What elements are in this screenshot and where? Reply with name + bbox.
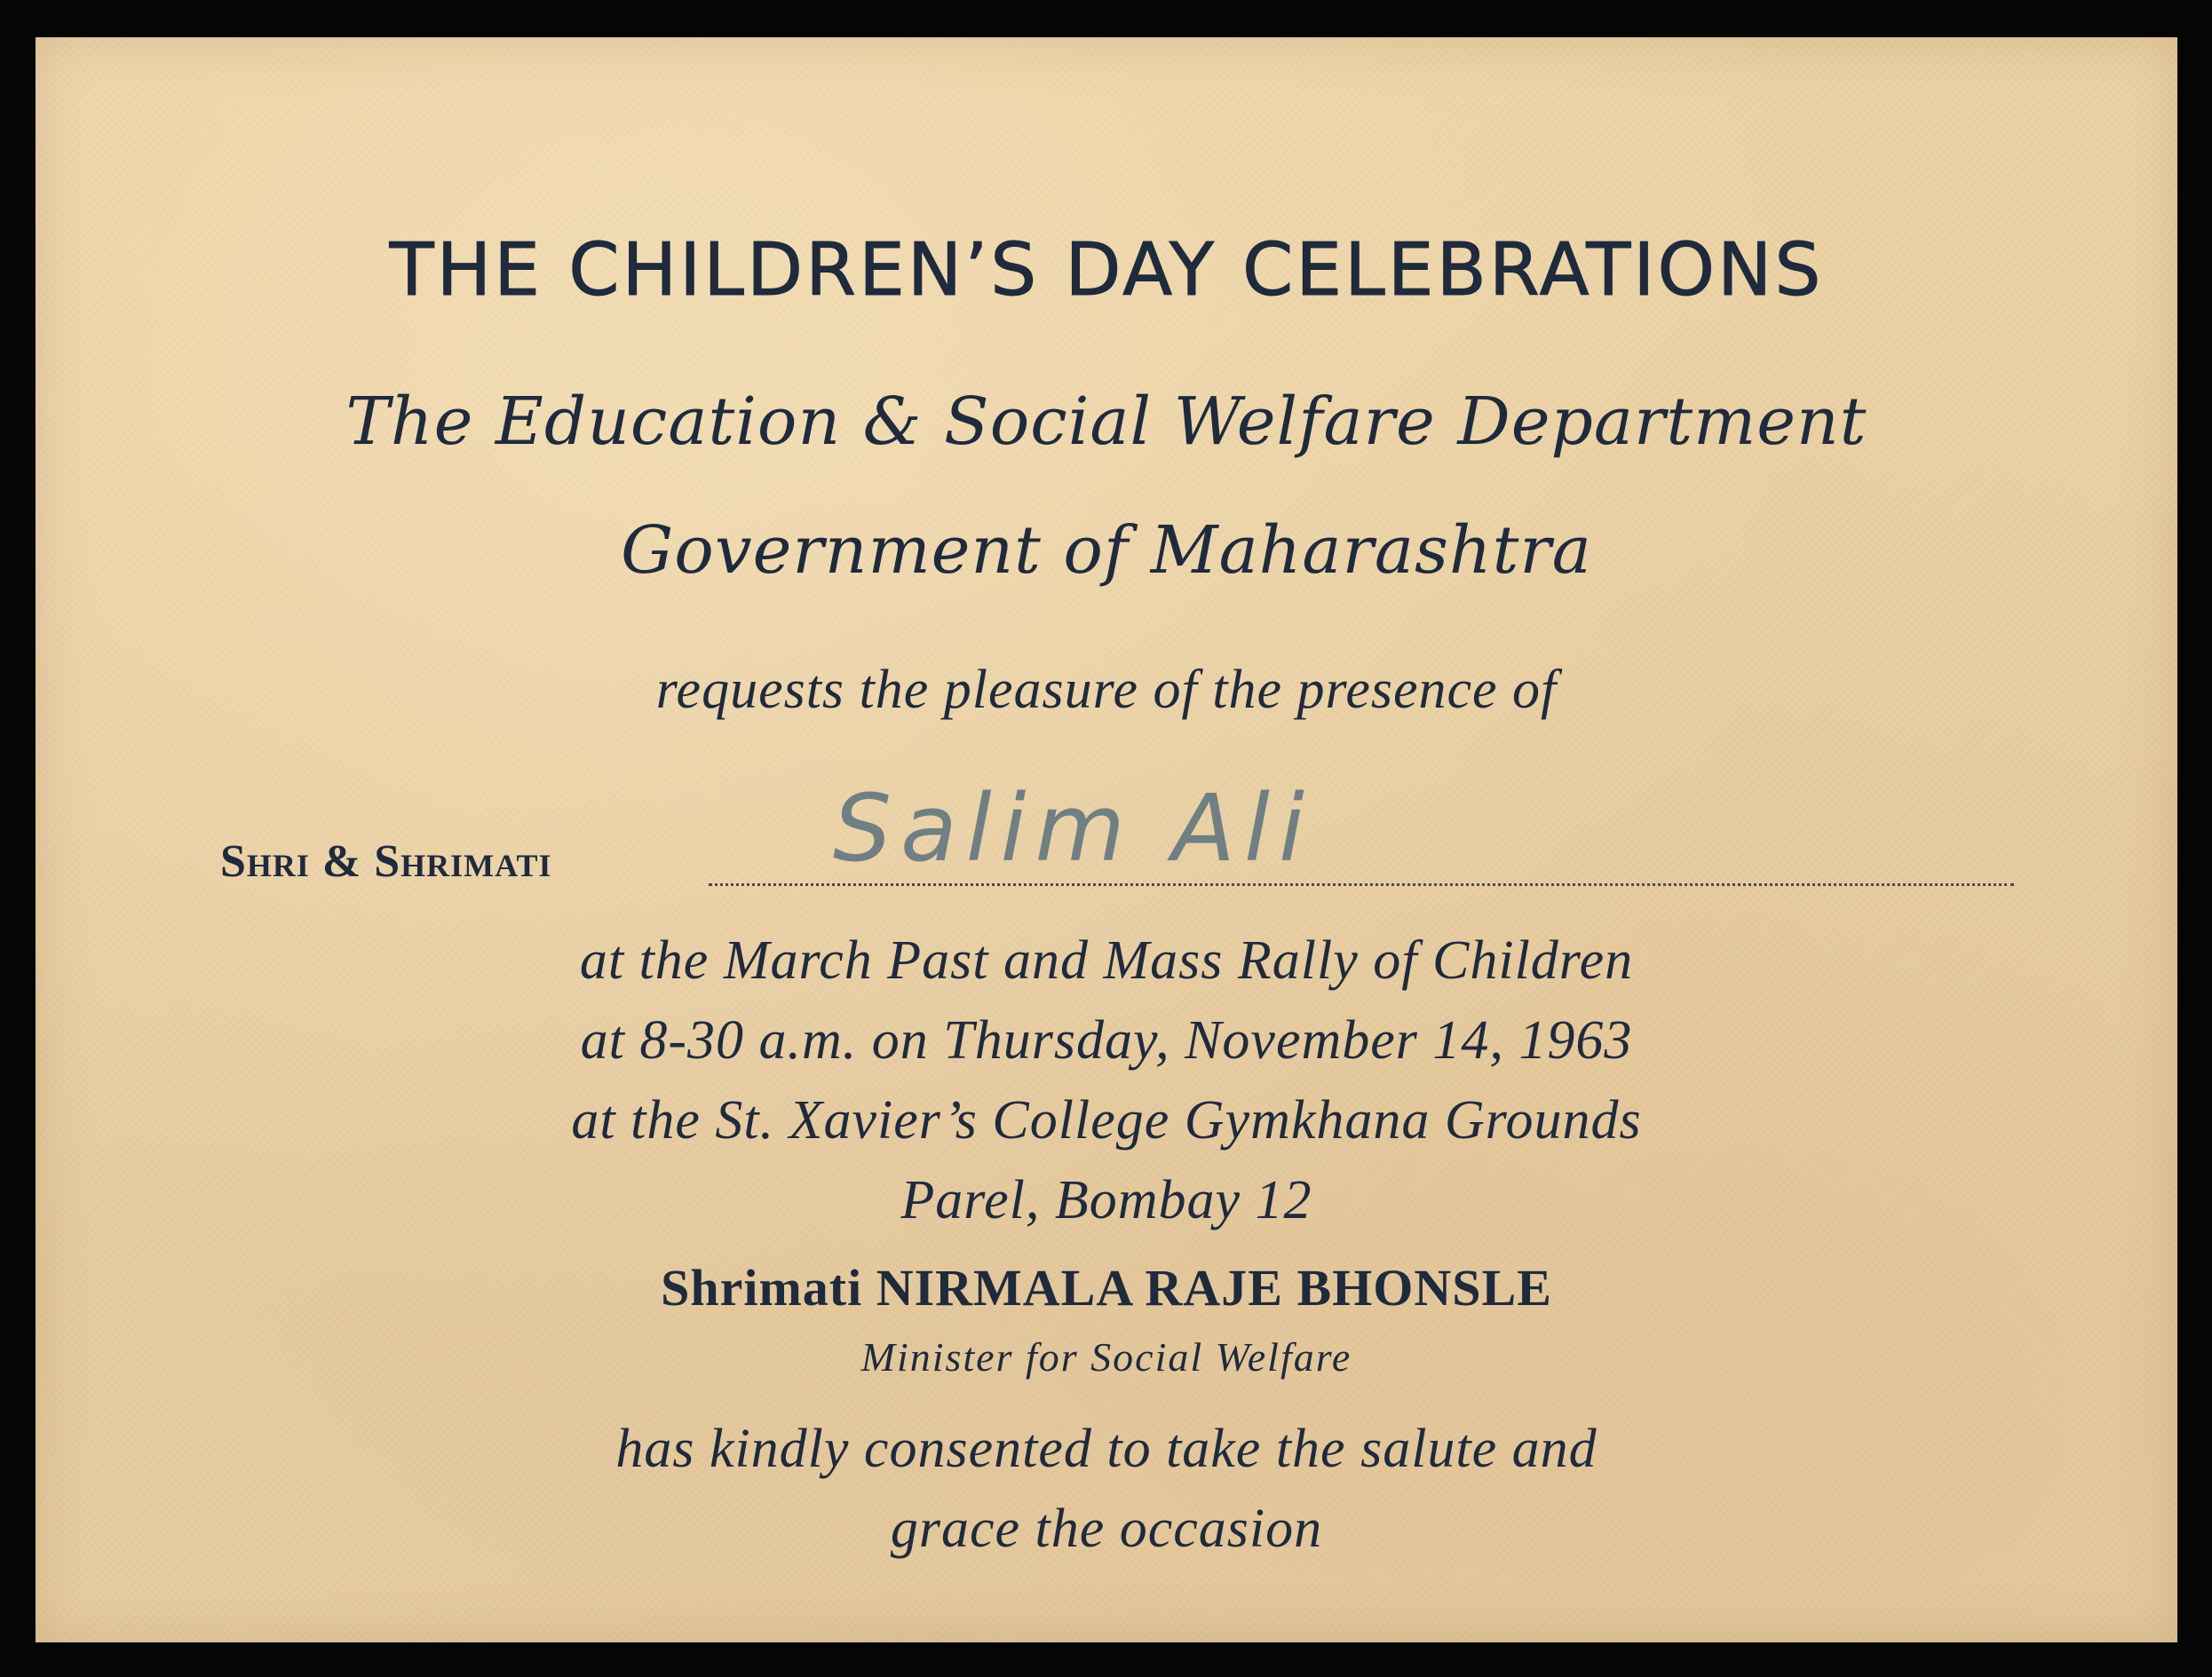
guest-dotted-line [709, 883, 2014, 886]
government-name: Government of Maharashtra [621, 512, 1592, 589]
guest-label: Shri & Shrimati [220, 836, 552, 887]
consent-line-1: has kindly consented to take the salute and [615, 1419, 1598, 1479]
time-line: at 8-30 a.m. on Thursday, November 14, 1963 [580, 1010, 1633, 1071]
minister-title: Minister for Social Welfare [860, 1334, 1352, 1380]
place-line: Parel, Bombay 12 [900, 1170, 1312, 1230]
department-name: The Education & Social Welfare Department [345, 384, 1867, 460]
venue-line: at the St. Xavier’s College Gymkhana Grounds [571, 1090, 1642, 1151]
request-line: requests the pleasure of the presence of [655, 660, 1558, 720]
guest-name-handwritten: Salim Ali [833, 774, 1313, 882]
consent-line-2: grace the occasion [890, 1499, 1323, 1559]
minister-name: Shrimati NIRMALA RAJE BHONSLE [661, 1259, 1552, 1317]
event-line: at the March Past and Mass Rally of Children [579, 930, 1634, 991]
guest-row [220, 774, 2014, 890]
invitation-card [36, 37, 2177, 1642]
invitation-title: THE CHILDREN’S DAY CELEBRATIONS [389, 228, 1824, 312]
